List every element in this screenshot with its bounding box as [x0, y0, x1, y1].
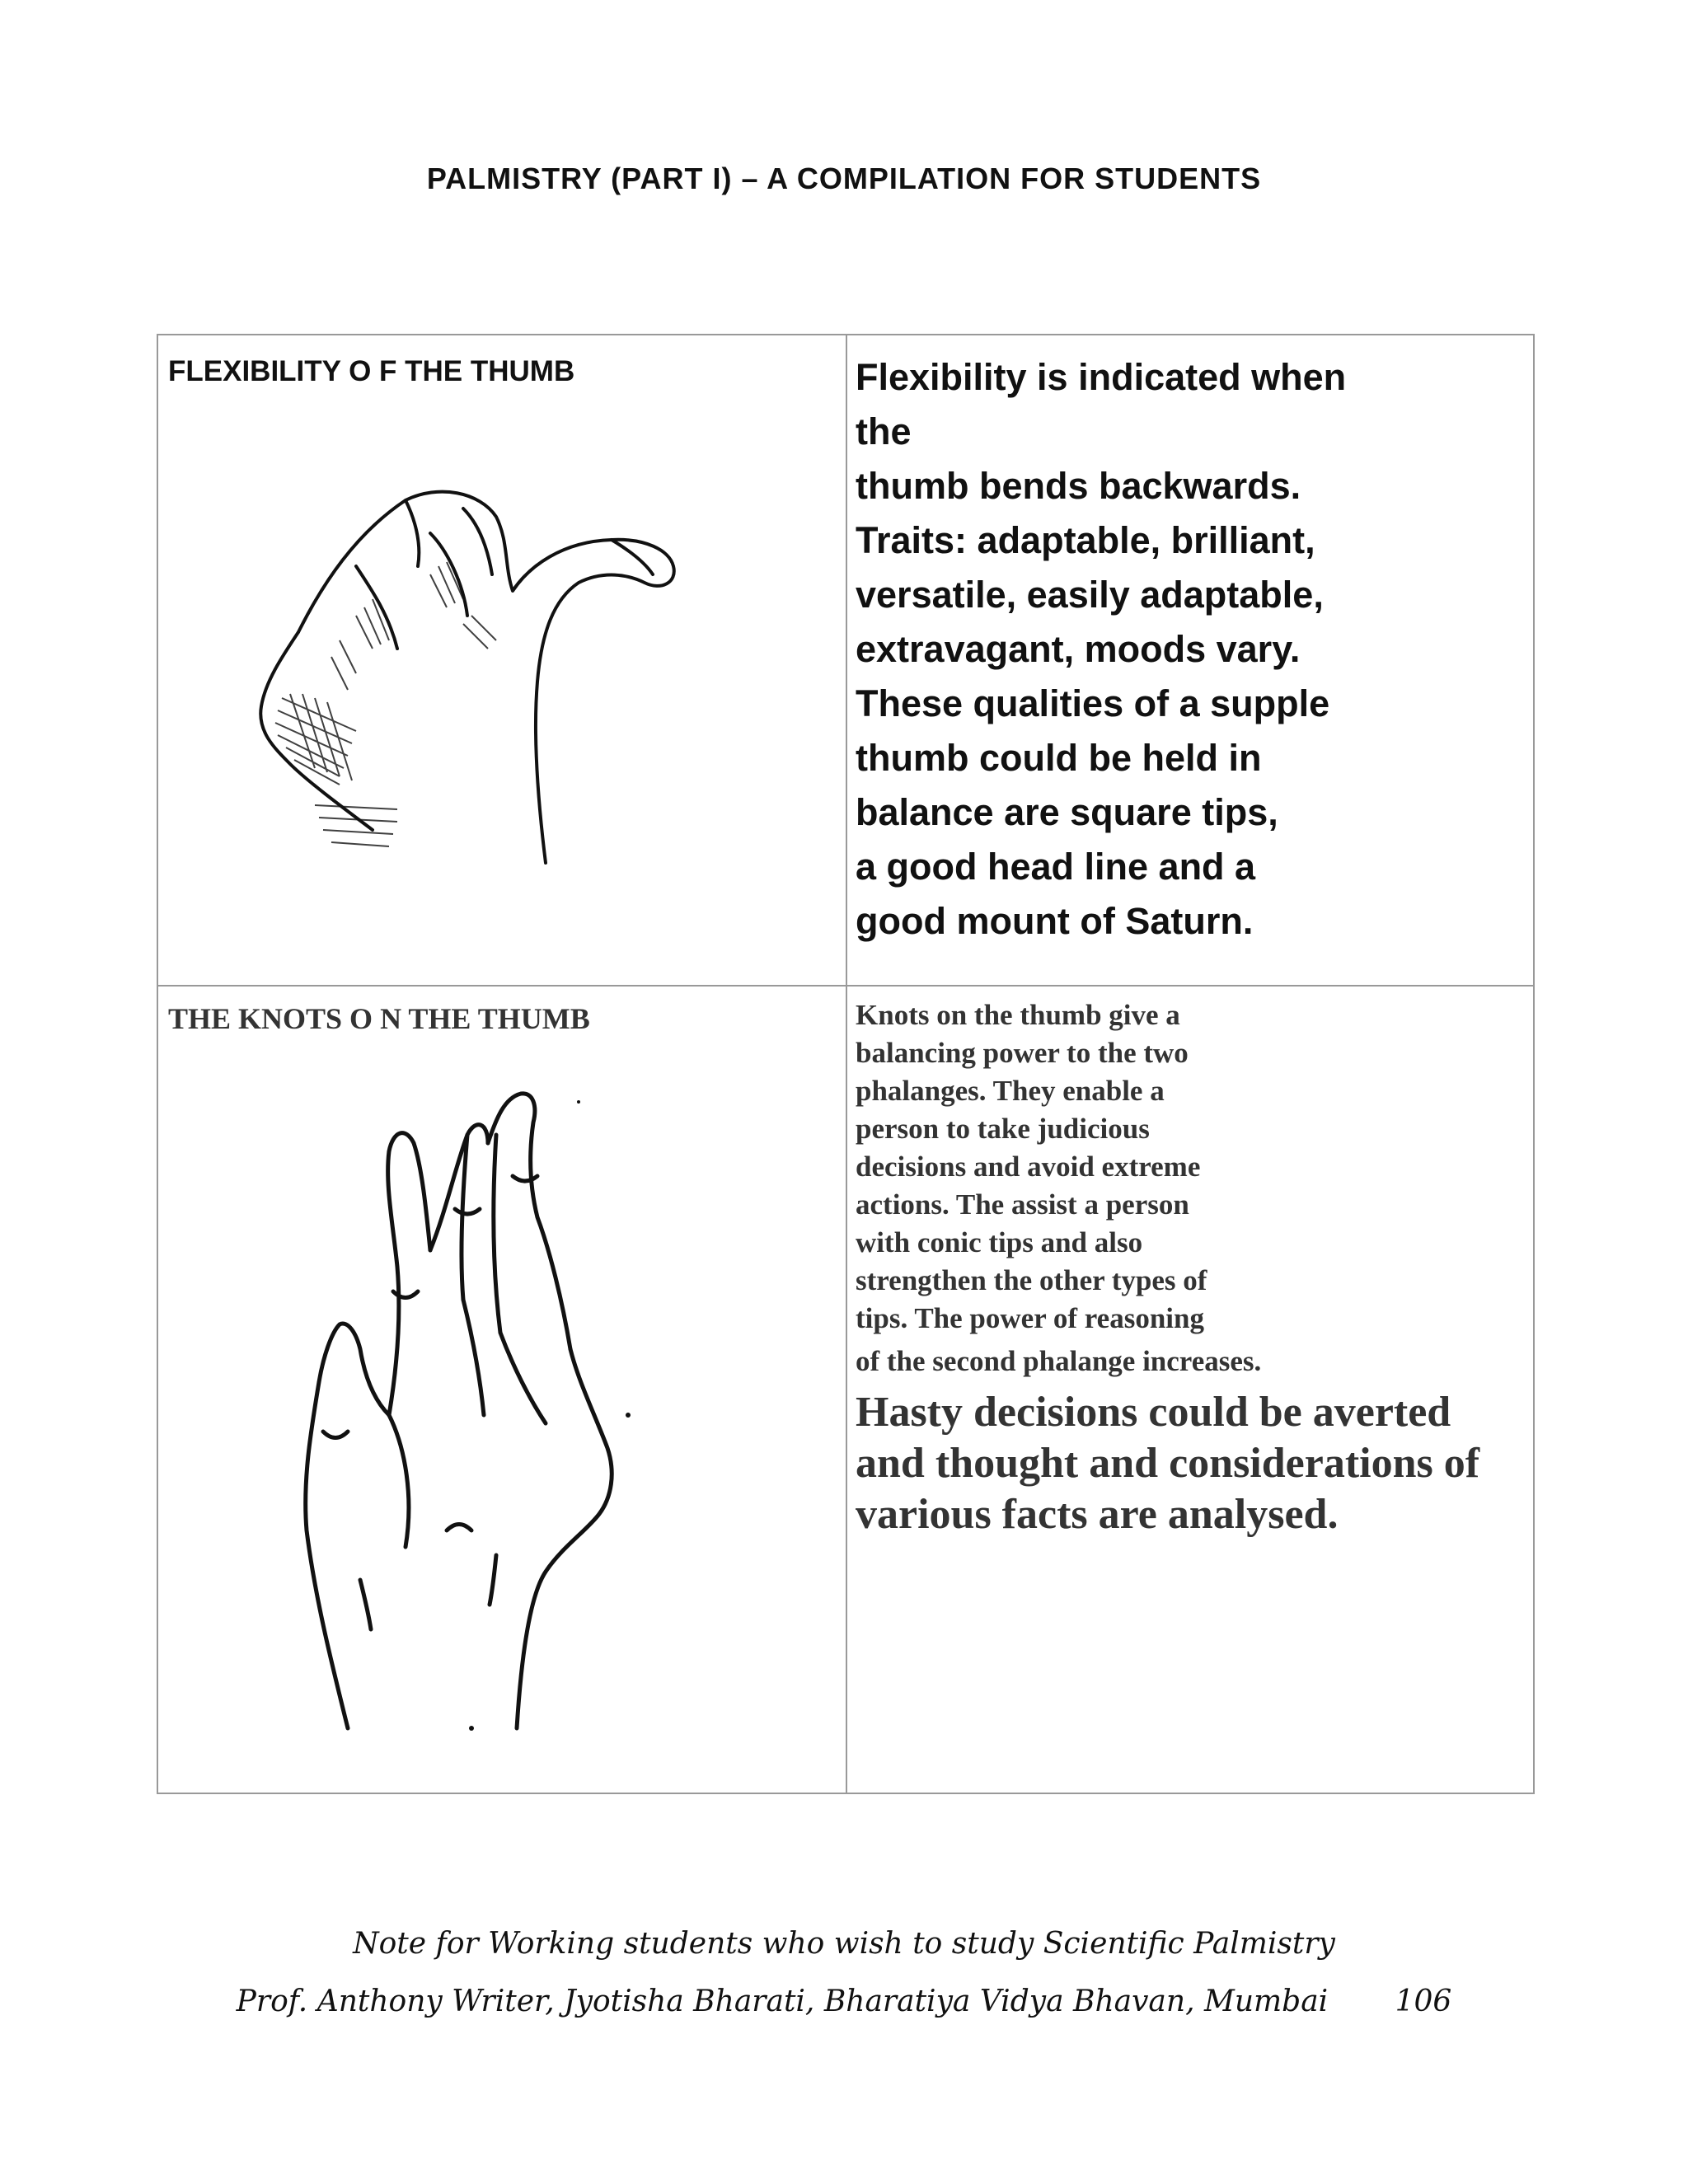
content-table — [157, 334, 1535, 1794]
text-line: tips. The power of reasoning — [856, 1302, 1204, 1334]
footer-credit — [0, 1985, 1688, 2018]
knots-description — [856, 996, 1523, 1540]
knots-large-paragraph — [856, 1387, 1523, 1540]
thumb-bent-backwards-drawing-icon — [216, 484, 678, 896]
text-line: versatile, easily adaptable, — [856, 574, 1324, 616]
text-line: and thought and considerations of — [856, 1440, 1480, 1487]
page-number: 106 — [1395, 1985, 1452, 2018]
knots-image-cell — [157, 986, 846, 1793]
footer-author: Prof. Anthony Writer, Jyotisha Bharati, Bharatiya Vidya Bhavan, Mumbai — [236, 1985, 1329, 2018]
text-line: person to take judicious — [856, 1113, 1150, 1145]
flexibility-text-cell — [846, 335, 1534, 986]
text-line: actions. The assist a person — [856, 1188, 1189, 1221]
footer-note: Note for Working students who wish to study Scientific Palmistry — [353, 1927, 1335, 1961]
text-line: Flexibility is indicated when — [856, 356, 1347, 398]
text-line: good mount of Saturn. — [856, 900, 1254, 942]
text-line: Knots on the thumb give a — [856, 999, 1180, 1031]
text-line: the — [856, 410, 912, 452]
text-line: These qualities of a supple — [856, 682, 1330, 724]
flexibility-description — [856, 350, 1523, 949]
text-line: a good head line and a — [856, 846, 1256, 888]
knots-heading: THE KNOTS O N THE THUMB — [168, 1002, 590, 1035]
text-line: thumb bends backwards. — [856, 465, 1301, 507]
flexibility-image-cell — [157, 335, 846, 986]
text-line: strengthen the other types of — [856, 1264, 1207, 1296]
knots-small-paragraph — [856, 996, 1523, 1338]
text-line: phalanges. They enable a — [856, 1075, 1165, 1107]
table-row — [157, 335, 1534, 986]
text-line: decisions and avoid extreme — [856, 1151, 1201, 1183]
knotted-fingers-hand-drawing-icon — [282, 1085, 776, 1745]
knots-text-cell — [846, 986, 1534, 1793]
text-line: Traits: adaptable, brilliant, — [856, 519, 1315, 561]
table-row — [157, 986, 1534, 1793]
text-line: balancing power to the two — [856, 1037, 1189, 1069]
text-line: of the second phalange increases. — [856, 1345, 1262, 1377]
text-line: extravagant, moods vary. — [856, 628, 1301, 670]
text-line: balance are square tips, — [856, 791, 1278, 833]
flexibility-heading: FLEXIBILITY O F THE THUMB — [168, 355, 575, 387]
text-line: with conic tips and also — [856, 1226, 1143, 1258]
page-title: PALMISTRY (PART I) – A COMPILATION FOR STUDENTS — [426, 162, 1262, 195]
text-line: thumb could be held in — [856, 737, 1262, 779]
text-line: Hasty decisions could be averted — [856, 1389, 1451, 1436]
text-line: various facts are analysed. — [856, 1491, 1339, 1538]
